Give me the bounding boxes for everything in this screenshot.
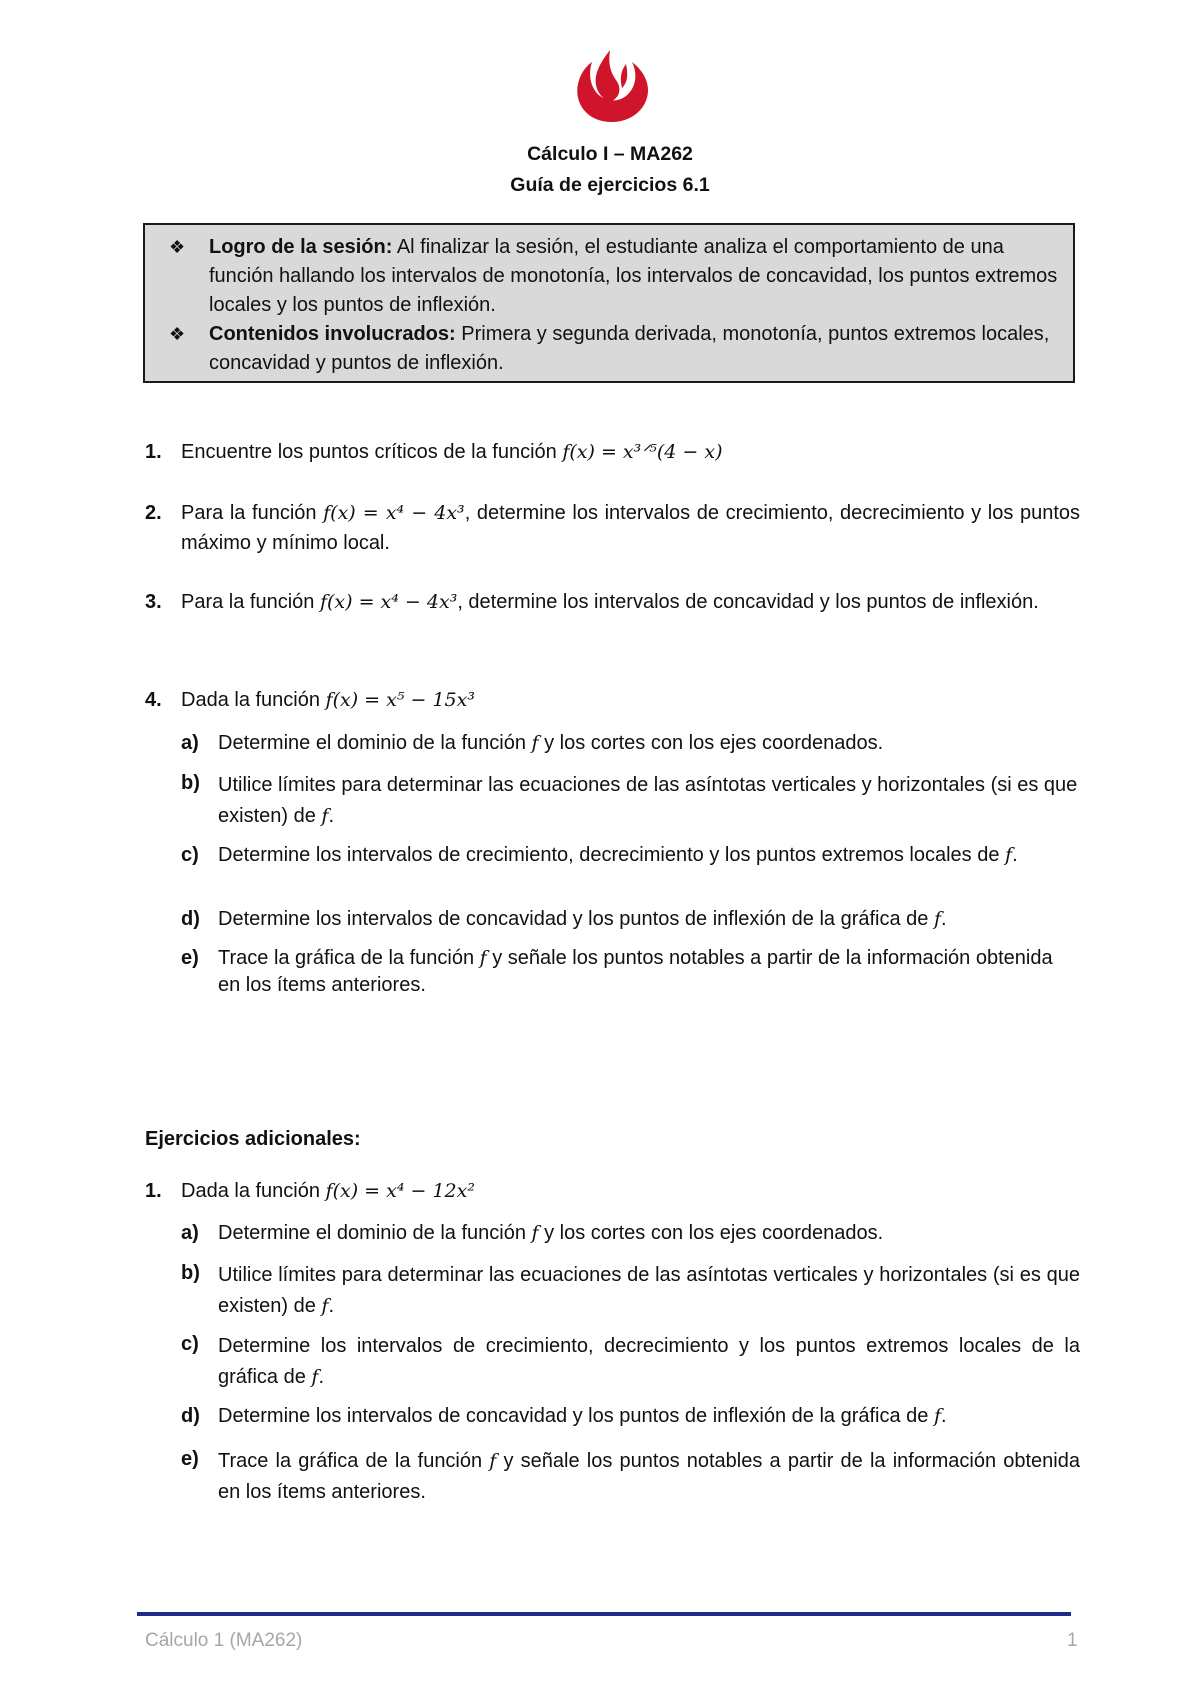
exercise-text: Para la función: [181, 591, 320, 613]
exercise-formula: f(x) = x⁴ − 4x³: [323, 502, 465, 524]
footer-rule: [137, 1612, 1071, 1616]
exercise-4-item-d: d) Determine los intervalos de concavidad y los puntos de inflexión de la gráfica de f.: [181, 908, 947, 930]
exercise-number: 1.: [145, 1180, 162, 1202]
logro-item: [169, 233, 1061, 320]
exercise-4-item-b: b) Utilice límites para determinar las ecuaciones de las asíntotas verticales y horizontales (si es que existen) de f.: [181, 772, 1078, 827]
additional-item-c: c) Determine los intervalos de crecimiento, decrecimiento y los puntos extremos locales de la gráfica de f.: [181, 1333, 1080, 1388]
objectives-box: [143, 223, 1075, 383]
logro-text: Al finalizar la sesión, el estudiante analiza el comportamiento de una función hallando los intervalos de monotonía, los intervalos de concavidad, los puntos extremos locales y los puntos de inflexión.: [209, 236, 1058, 316]
document-subtitle: Guía de ejercicios 6.1: [510, 174, 710, 196]
exercise-number: 3.: [145, 591, 162, 613]
contenidos-text: Primera y segunda derivada, monotonía, puntos extremos locales, concavidad y puntos de inflexión.: [209, 323, 1050, 374]
additional-exercise-1: [145, 1176, 1080, 1206]
exercise-number: 4.: [145, 689, 162, 711]
exercise-text: , determine los intervalos de concavidad y los puntos de inflexión.: [457, 591, 1039, 613]
exercise-1: [145, 437, 1080, 467]
contenidos-label: Contenidos involucrados:: [209, 323, 456, 345]
document-title: Cálculo I – MA262: [527, 143, 693, 165]
exercise-formula: f(x) = x⁵ − 15x³: [325, 689, 475, 711]
exercise-formula: f(x) = x⁴ − 4x³: [319, 591, 458, 613]
additional-item-b: b) Utilice límites para determinar las ecuaciones de las asíntotas verticales y horizontales (si es que existen) de f.: [181, 1262, 1080, 1317]
upc-flame-logo-icon: [570, 44, 654, 124]
exercise-4-item-a: a) Determine el dominio de la función f y los cortes con los ejes coordenados.: [181, 732, 884, 754]
exercise-text: Para la función: [181, 502, 324, 524]
additional-item-e: e) Trace la gráfica de la función f y señale los puntos notables a partir de la información obtenida en los ítems anteriores.: [181, 1448, 1080, 1503]
exercise-number: 1.: [145, 441, 162, 463]
additional-item-a: a) Determine el dominio de la función f y los cortes con los ejes coordenados.: [181, 1222, 884, 1244]
exercise-4-item-c: c) Determine los intervalos de crecimiento, decrecimiento y los puntos extremos locales de f.: [181, 844, 1018, 866]
diamond-bullet-icon: ❖: [169, 237, 186, 257]
exercise-text: Encuentre los puntos críticos de la función: [181, 441, 563, 463]
logro-label: Logro de la sesión:: [209, 236, 393, 258]
footer-course: Cálculo 1 (MA262): [145, 1630, 303, 1651]
exercise-number: 2.: [145, 502, 162, 524]
exercise-4-item-e: e) Trace la gráfica de la función f y señale los puntos notables a partir de la información obtenida en los ítems anteriores.: [181, 947, 1053, 996]
additional-item-d: d) Determine los intervalos de concavidad y los puntos de inflexión de la gráfica de f.: [181, 1405, 947, 1427]
diamond-bullet-icon: ❖: [169, 324, 186, 344]
exercise-3: [145, 587, 1080, 617]
exercise-formula: f(x) = x⁴ − 12x²: [325, 1180, 475, 1202]
exercise-2: [145, 498, 1080, 558]
exercise-text: Dada la función: [181, 689, 326, 711]
exercise-4: [145, 685, 1080, 715]
exercise-formula: f(x) = x³ᐟ⁵(4 − x): [562, 441, 723, 463]
exercise-text: Dada la función: [181, 1180, 326, 1202]
contenidos-item: [169, 320, 1061, 378]
exercise-text: , determine los intervalos de crecimiento, decrecimiento y los puntos máximo y mínimo local.: [181, 502, 1081, 554]
page-number: 1: [1067, 1630, 1078, 1651]
additional-heading: Ejercicios adicionales:: [145, 1128, 361, 1150]
